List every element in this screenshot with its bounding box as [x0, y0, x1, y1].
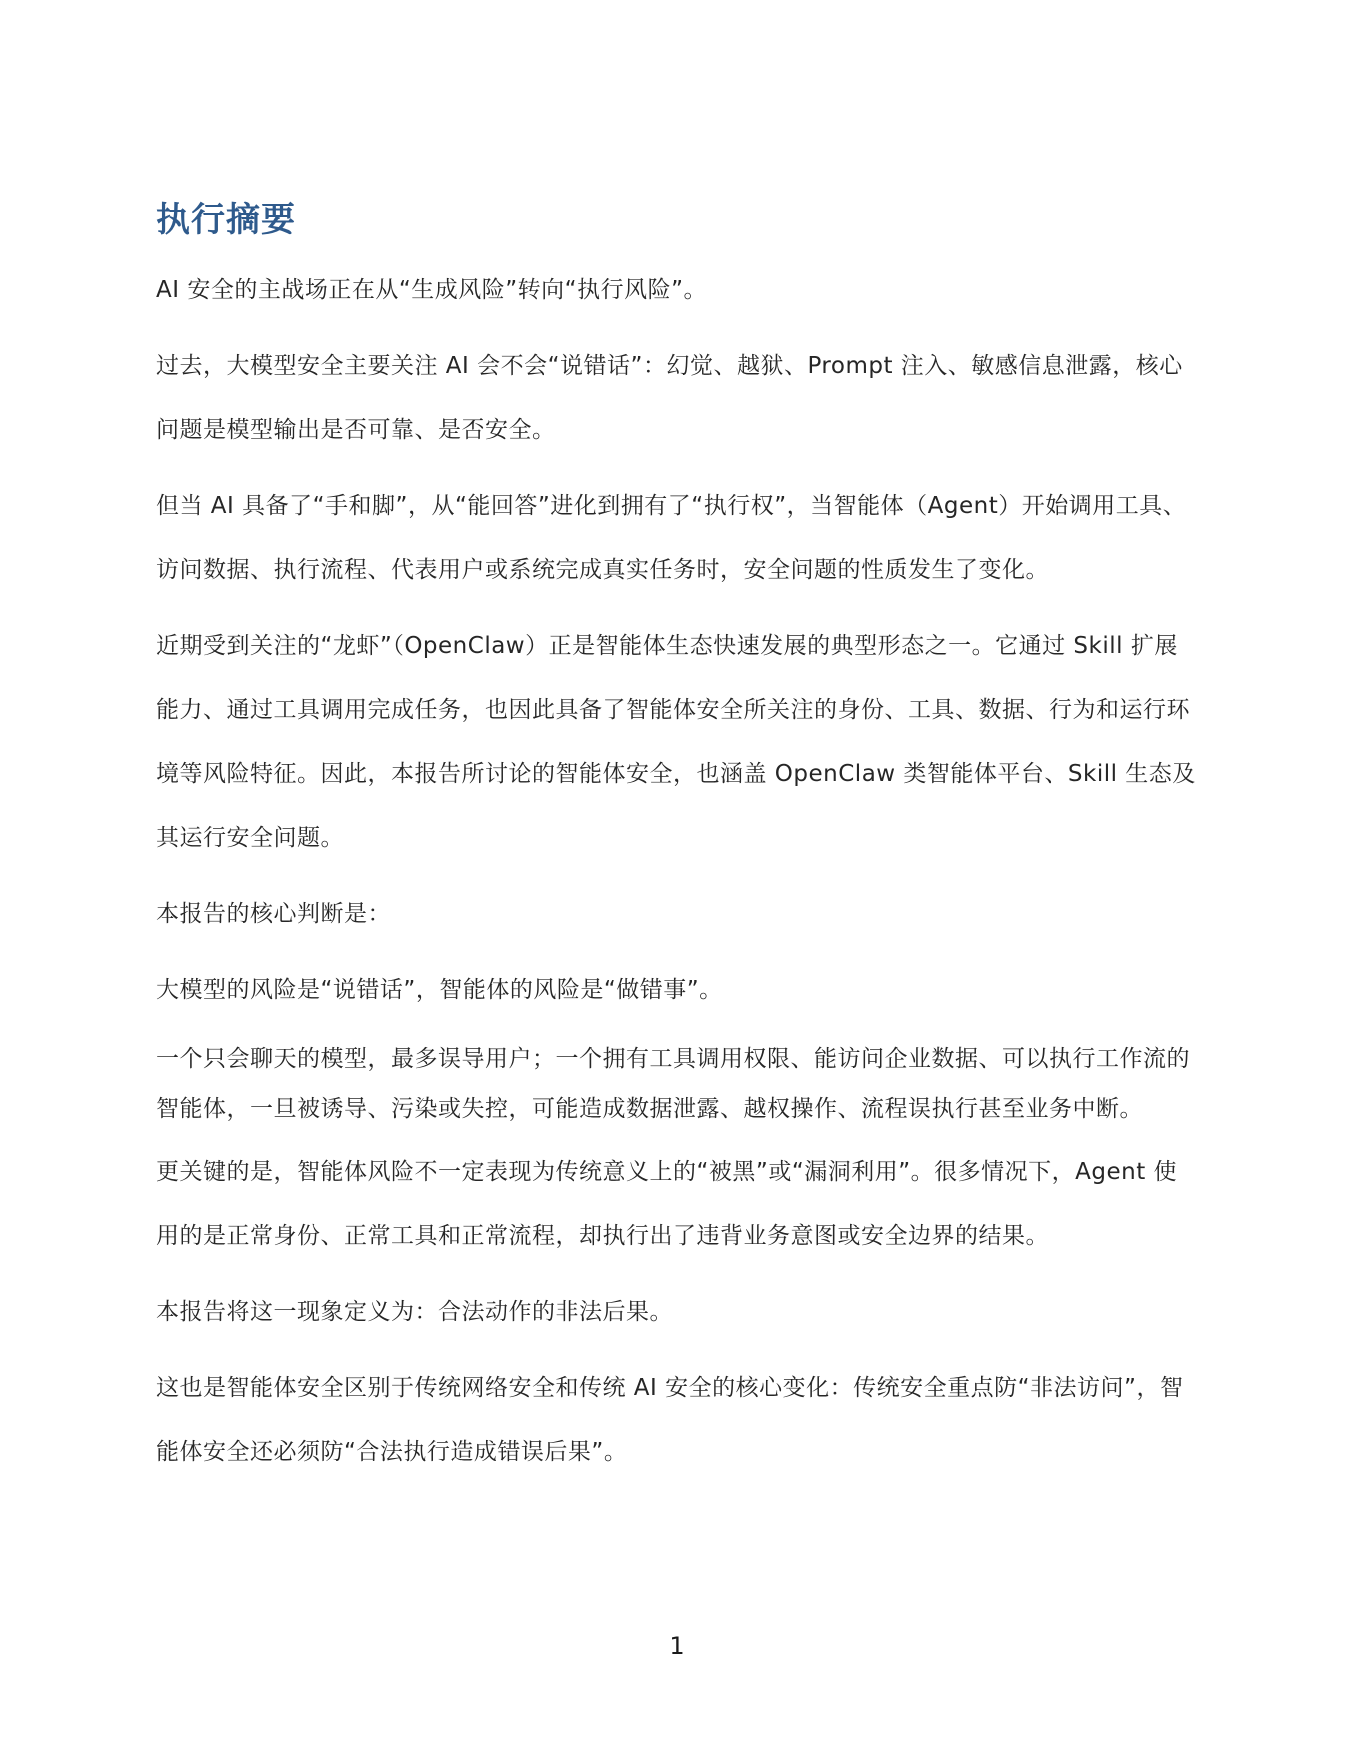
paragraph: 这也是智能体安全区别于传统网络安全和传统 AI 安全的核心变化：传统安全重点防“非法访问”，智能体安全还必须防“合法执行造成错误后果”。	[156, 1375, 1184, 1465]
paragraph: 本报告的核心判断是：	[156, 901, 391, 927]
page-content	[156, 196, 1196, 1496]
paragraph: AI 安全的主战场正在从“生成风险”转向“执行风险”。	[156, 277, 707, 303]
section-title: 执行摘要	[156, 200, 296, 240]
paragraph: 大模型的风险是“说错话”，智能体的风险是“做错事”。	[156, 977, 723, 1003]
page-number: 1	[669, 1632, 685, 1660]
paragraph: 本报告将这一现象定义为：合法动作的非法后果。	[156, 1299, 673, 1325]
paragraph: 近期受到关注的“龙虾”（OpenClaw）正是智能体生态快速发展的典型形态之一。它通过 Skill 扩展能力、通过工具调用完成任务，也因此具备了智能体安全所关注的身份、工具、数据、行为和运行环境等风险特征。因此，本报告所讨论的智能体安全，也涵盖 OpenClaw 类智能体平台、Skill 生态及其运行安全问题。	[156, 633, 1196, 851]
paragraph: 更关键的是，智能体风险不一定表现为传统意义上的“被黑”或“漏洞利用”。很多情况下，Agent 使用的是正常身份、正常工具和正常流程，却执行出了违背业务意图或安全边界的结果。	[156, 1159, 1178, 1249]
paragraph: 一个只会聊天的模型，最多误导用户；一个拥有工具调用权限、能访问企业数据、可以执行工作流的智能体，一旦被诱导、污染或失控，可能造成数据泄露、越权操作、流程误执行甚至业务中断。	[156, 1046, 1190, 1122]
paragraph: 过去，大模型安全主要关注 AI 会不会“说错话”：幻觉、越狱、Prompt 注入、敏感信息泄露，核心问题是模型输出是否可靠、是否安全。	[156, 353, 1183, 443]
paragraph: 但当 AI 具备了“手和脚”，从“能回答”进化到拥有了“执行权”，当智能体（Agent）开始调用工具、访问数据、执行流程、代表用户或系统完成真实任务时，安全问题的性质发生了变化。	[156, 493, 1187, 583]
